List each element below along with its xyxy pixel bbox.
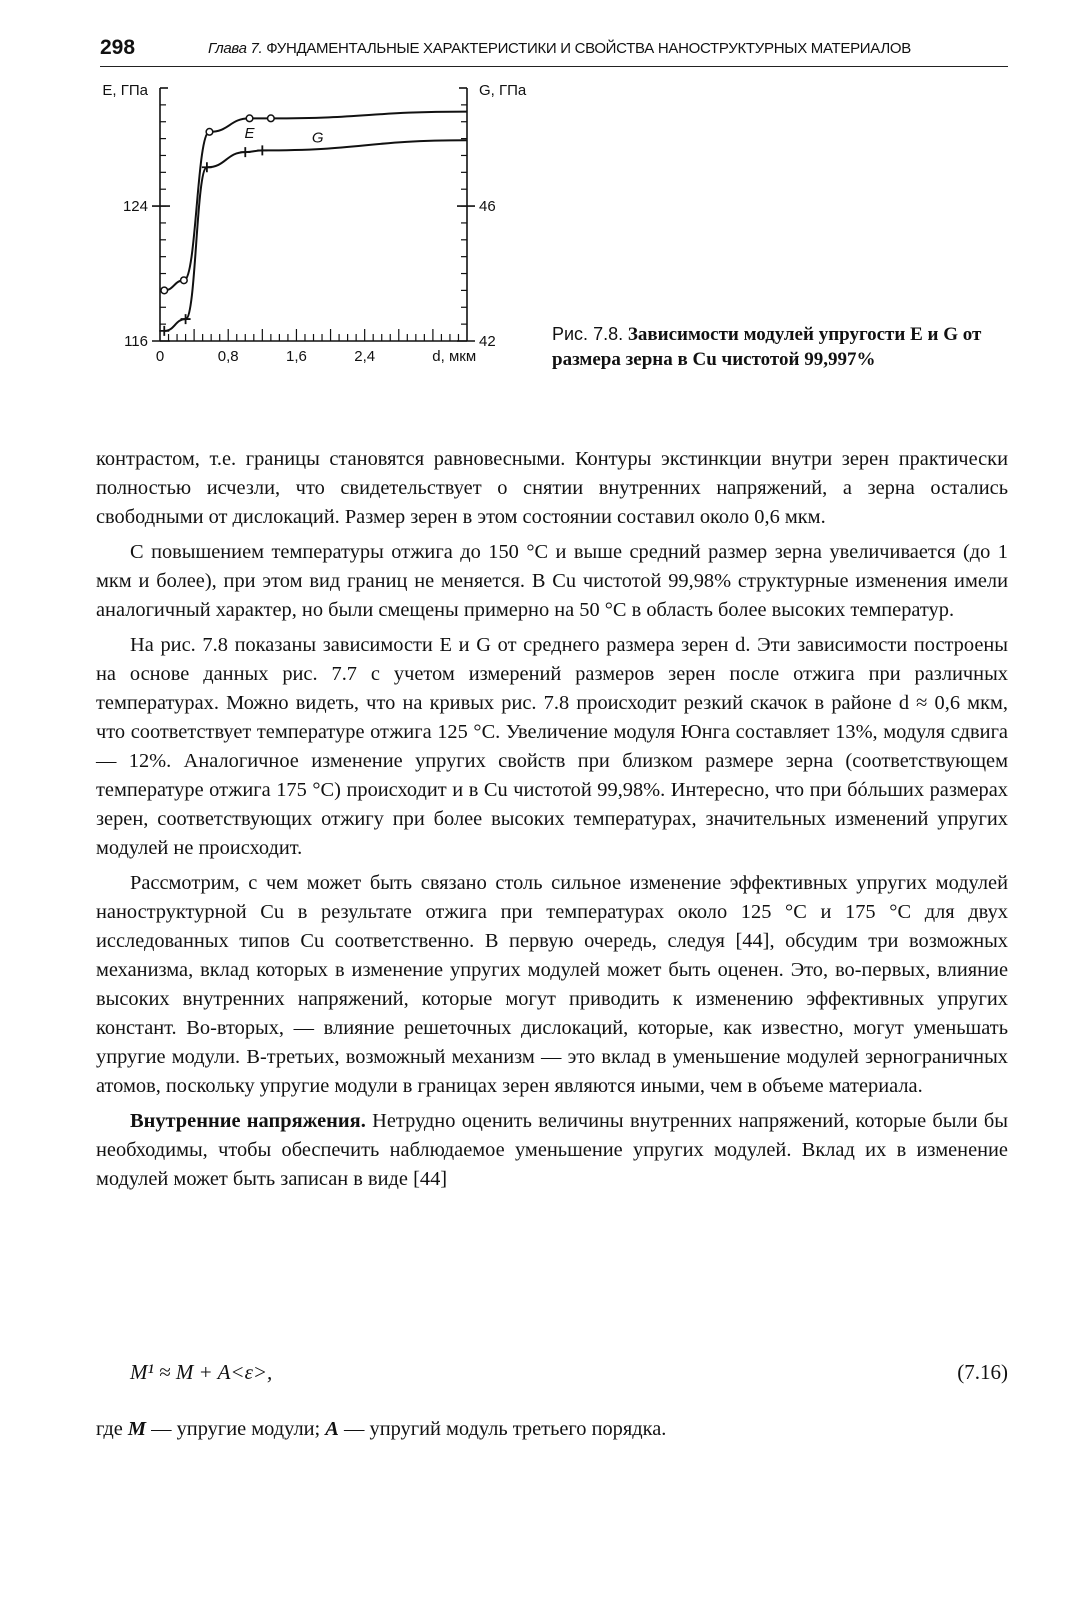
equation-expression: M¹ ≈ M + A<ε>, <box>130 1360 273 1384</box>
paragraph-1: контрастом, т.е. границы становятся равновесными. Контуры экстинкции внутри зерен практически полностью исчезли, что свидетельствует о снятии внутренних напряжений, а зерна остались свободными от дислокаций. Размер зерен в этом состоянии составил около 0,6 мкм. <box>96 448 1008 528</box>
paragraph-5 <box>96 1107 1008 1194</box>
running-header <box>100 34 1008 67</box>
data-point-G <box>246 115 253 122</box>
y-left-tick-label: 124 <box>122 198 148 216</box>
chapter-title: ФУНДАМЕНТАЛЬНЫЕ ХАРАКТЕРИСТИКИ И СВОЙСТВА НАНОСТРУКТУРНЫХ МАТЕРИАЛОВ <box>266 40 911 57</box>
y-left-tick-label: 116 <box>124 333 148 350</box>
series-line-E <box>164 140 467 331</box>
x-tick-label: 2,4 <box>354 348 376 365</box>
data-point-E <box>240 147 250 157</box>
x-axis-label: d, мкм <box>432 348 477 365</box>
data-point-G <box>268 115 275 122</box>
paragraph-3: На рис. 7.8 показаны зависимости E и G от среднего размера зерен d. Эти зависимости построены на основе данных рис. 7.7 с учетом измерений размеров зерен после отжига при различных температурах. Можно видеть, что на кривых рис. 7.8 происходит резкий скачок в районе d ≈ 0,6 мкм, что соответствует температуре отжига 125 °С. Увеличение модуля Юнга составляет 13%, модуля сдвига — 12%. Аналогичное изменение упругих свойств при близком размере зерна (соответствующем температуре отжига 175 °С) происходит и в Cu чистотой 99,98%. Интересно, что при бóльших размерах зерен, соответствующих отжигу при более высоких температурах, значительных изменений упругих модулей не происходит. <box>96 634 1008 859</box>
figure-caption <box>552 322 1022 372</box>
page-number: 298 <box>100 36 136 59</box>
data-point-E <box>257 145 267 155</box>
data-point-G <box>161 287 168 294</box>
y-right-tick-label: 46 <box>479 198 496 216</box>
equation-7-16 <box>130 1360 1008 1390</box>
equation-number: (7.16) <box>957 1360 1008 1384</box>
where-prefix: где <box>96 1418 128 1440</box>
paragraph-5-text: Нетрудно оценить величины внутренних напряжений, которые были бы необходимы, чтобы обеспечить наблюдаемое уменьшение упругих модулей. Вклад их в изменение модулей может быть записан в виде [44] <box>96 1110 1008 1190</box>
running-head <box>208 40 911 57</box>
chapter-label: Глава 7. <box>208 40 263 57</box>
body-text <box>96 445 1008 1200</box>
caption-label: Рис. 7.8. <box>552 324 624 344</box>
x-tick-label: 0 <box>155 348 165 365</box>
data-point-G <box>181 277 188 284</box>
x-tick-label: 0,8 <box>217 348 239 365</box>
paragraph-2: С повышением температуры отжига до 150 °С и выше средний размер зерна увеличивается (до 1 мкм и более), при этом вид границ не меняется. В Cu чистотой 99,98% структурные изменения имели аналогичный характер, но были смещены примерно на 50 °С в область более высоких температур. <box>96 541 1008 621</box>
paragraph-4: Рассмотрим, с чем может быть связано столь сильное изменение эффективных упругих модулей наноструктурной Cu в результате отжига при температурах около 125 °С и 175 °С для двух исследованных типов Cu соответственно. В первую очередь, следуя [44], обсудим три возможных механизма, вклад которых в изменение упругих модулей может быть оценен. Это, во-первых, влияние высоких внутренних напряжений, которые могут приводить к изменению эффективных упругих констант. Во-вторых, — влияние решеточных дислокаций, которые, как известно, могут уменьшать упругие модули. В-третьих, возможный механизм — это вклад в уменьшение модулей зернограничных атомов, поскольку упругие модули в границах зерен являются иными, чем в объеме материала. <box>96 872 1008 1097</box>
symbol-m: M <box>127 1418 147 1440</box>
y-right-tick-label: 42 <box>479 333 496 350</box>
caption-text: Зависимости модулей упругости E и G от размера зерна в Cu чистотой 99,997% <box>552 324 982 370</box>
y-right-axis-label: G, ГПа <box>479 82 527 99</box>
section-heading: Внутренние напряжения. <box>130 1110 366 1132</box>
x-tick-label: 1,6 <box>286 348 307 365</box>
data-point-G <box>206 129 213 136</box>
series-label-E: E <box>244 125 255 143</box>
where-mid: — упругие модули; <box>146 1418 326 1440</box>
symbol-a: A <box>325 1418 339 1440</box>
where-suffix: — упругий модуль третьего порядка. <box>338 1418 667 1440</box>
y-left-axis-label: E, ГПа <box>102 82 148 99</box>
equation-legend <box>96 1418 666 1441</box>
figure-7-8-chart <box>90 76 530 376</box>
series-label-G: G <box>311 129 324 147</box>
